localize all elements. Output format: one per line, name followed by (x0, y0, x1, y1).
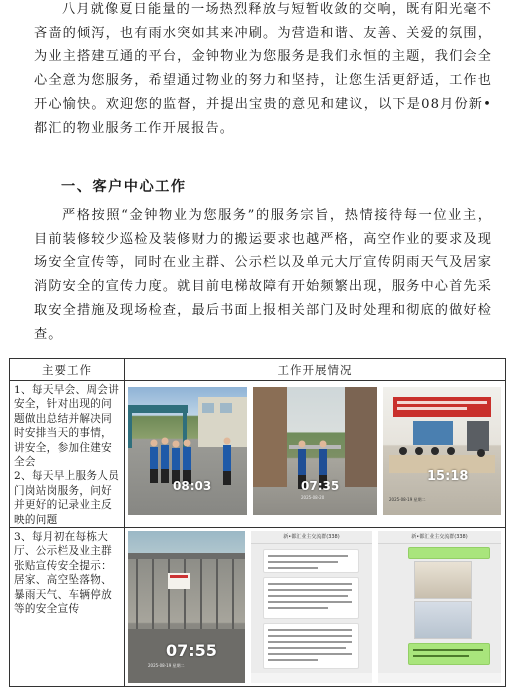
work-cell (10, 528, 125, 687)
chat-message (408, 547, 490, 559)
work-text: 3、每月初在每栋大厅、公示栏及业主群张贴宣传安全提示：居家、高空坠落物、暴雨天气、车辆停放等的安全宣传 (14, 531, 113, 616)
chat-message (263, 577, 359, 619)
chat-message (263, 549, 359, 573)
photo-notice-posting (128, 531, 245, 683)
chat-title: 新•都汇业主交流群(338) (378, 531, 501, 544)
work-table (9, 358, 506, 687)
photo-group-chat-2 (378, 531, 501, 683)
photo-timestamp: 07:55 (166, 641, 217, 661)
photo-caption: 2025-08-19 星期二 (148, 663, 185, 669)
meeting-scene-illustration (128, 387, 247, 515)
photo-cell (125, 381, 506, 528)
photo-morning-meeting (128, 387, 247, 515)
photo-timestamp: 15:18 (427, 469, 469, 484)
chat-navbar (251, 673, 372, 683)
table-row (10, 528, 506, 687)
work-cell (10, 381, 125, 528)
section-paragraph: 严格按照“金钟物业为您服务”的服务宗旨，热情接待每一位业主，目前装修较少巡检及装修财力的搬运要求也越严格，高空作业的要求及现场安全宣传等，同时在业主群、公示栏以及单元大厅宣传阴雨天气及居家消防安全的宣传力度。就目前电梯故障有开始频繁出现，服务中心首先采取安全措施及现场检查，最后书面上报相关部门及时处理和彻底的做好检查。 (34, 208, 492, 342)
photo-timestamp: 07:35 (301, 479, 340, 493)
chat-message (263, 623, 359, 669)
chat-navbar (378, 673, 501, 683)
photo-timestamp: 08:03 (173, 479, 212, 493)
chat-title: 新•都汇业主交流群(338) (251, 531, 372, 544)
photo-group-chat-1 (251, 531, 372, 683)
photo-gate-duty (253, 387, 377, 515)
photo-caption: 2025-08-20 (301, 495, 325, 500)
work-text: 1、每天早会、周会讲安全，针对出现的问题做出总结并解决同时安排当天的事情，讲安全，参加住建安全会 2、每天早上服务人员门岗站岗服务，问好并更好的记录业主反映的问题 (14, 384, 120, 526)
photo-safety-meeting (383, 387, 501, 515)
photo-cell (125, 528, 506, 687)
table-header-row (10, 359, 506, 381)
table-row (10, 381, 506, 528)
header-progress: 工作开展情况 (125, 359, 506, 381)
meeting-room-illustration (383, 387, 501, 515)
notice-scene-illustration (128, 531, 245, 683)
intro-paragraph: 八月就像夏日能量的一场热烈释放与短暂收敛的交响，既有阳光毫不吝啬的倾泻，也有雨水突如其来冲刷。为营造和谐、友善、关爱的氛围，为业主搭建互通的平台，金钟物业为您服务是我们永恒的主题，我们会全心全意为您服务，希望通过物业的努力和坚持，让您生活更舒适，工作也开心愉快。欢迎您的监督，并提出宝贵的意见和建议，以下是08月份新•都汇的物业服务工作开展报告。 (34, 2, 492, 136)
photo-caption: 2025-08-19 星期二 (389, 497, 426, 502)
header-main-work: 主要工作 (10, 359, 125, 381)
chat-image (414, 601, 472, 639)
section-heading-customer-center: 一、客户中心工作 (61, 179, 187, 195)
chat-message (408, 643, 490, 665)
chat-image (414, 561, 472, 599)
